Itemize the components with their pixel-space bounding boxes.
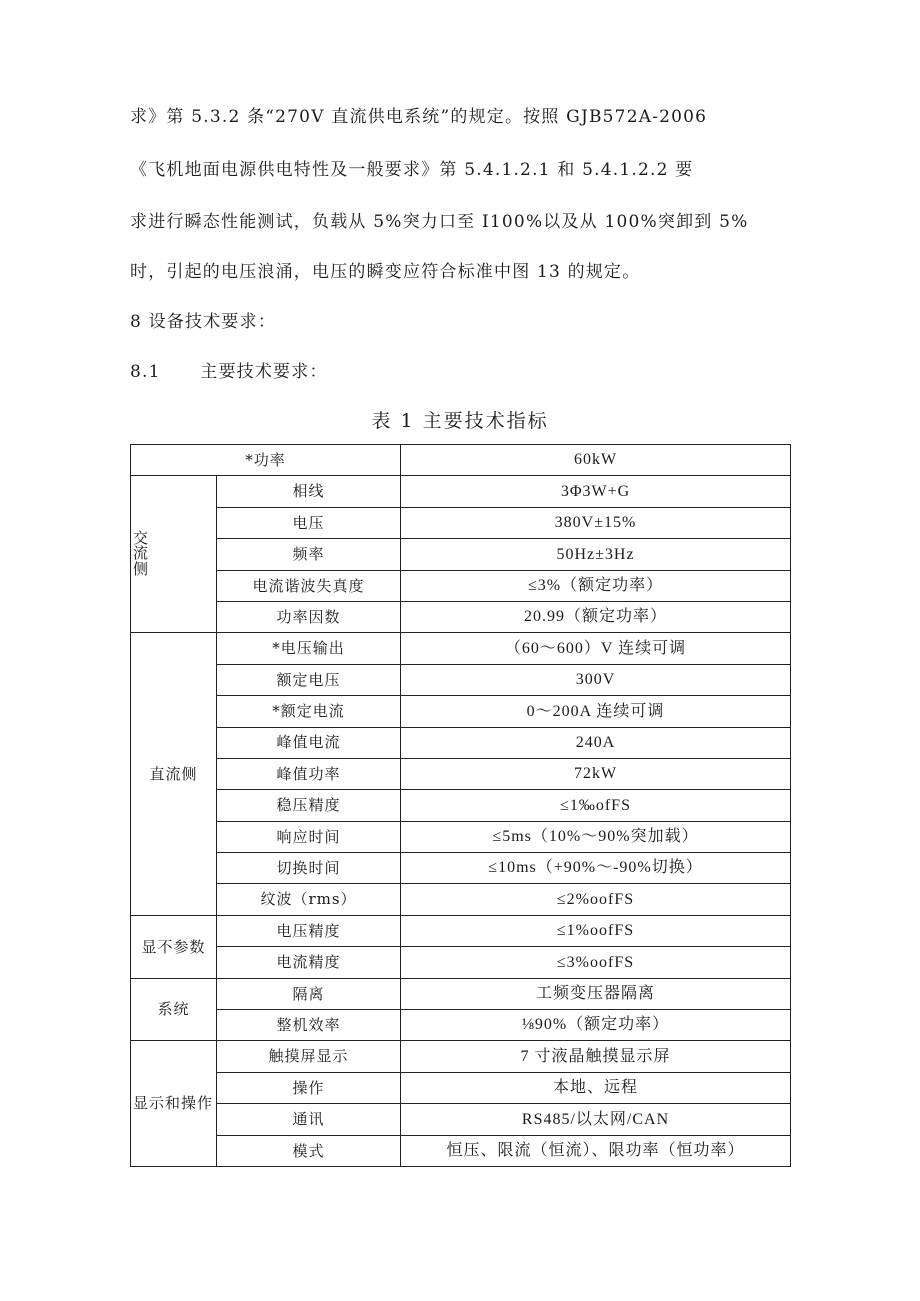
table-cell-param: 相线 — [217, 476, 401, 507]
table-row — [131, 884, 791, 915]
subsection-heading: 8.1 主要技术要求： — [130, 362, 328, 382]
table-cell-param: 电压精度 — [217, 915, 401, 946]
table-row — [131, 758, 791, 789]
table-cell-value: 300V — [401, 664, 791, 695]
table-row — [131, 853, 791, 884]
table-cell-param: 切换时间 — [217, 853, 401, 884]
table-cell-value: （60～600）V 连续可调 — [401, 633, 791, 664]
table-cell-param: 模式 — [217, 1135, 401, 1166]
table-cell-value: 恒压、限流（恒流）、限功率（恒功率） — [401, 1135, 791, 1166]
table-row — [131, 1104, 791, 1135]
table-cell-param: 峰值功率 — [217, 758, 401, 789]
table-row — [131, 696, 791, 727]
table-cell-value: 380V±15% — [401, 507, 791, 538]
table-cell-value: ≤10ms（+90%～-90%切换） — [401, 853, 791, 884]
paragraph-line: 求进行瞬态性能测试，负载从 5%突力口至 I100%以及从 100%突卸到 5% — [130, 212, 749, 232]
table-cell-param: 纹波（rms） — [217, 884, 401, 915]
table-cell-value: ≤3%oofFS — [401, 947, 791, 978]
section-label-system: 系统 — [131, 978, 217, 1041]
table-row — [131, 570, 791, 601]
table-cell-value: ≤2%oofFS — [401, 884, 791, 915]
section-label-ac: 交流侧 — [131, 476, 217, 633]
section-label-display-params: 显不参数 — [131, 915, 217, 978]
table-cell-value: 3Φ3W+G — [401, 476, 791, 507]
table-cell-value: ≤3%（额定功率） — [401, 570, 791, 601]
table-cell-param: 额定电压 — [217, 664, 401, 695]
table-cell-value: 240A — [401, 727, 791, 758]
table-cell-value: ≤1‰ofFS — [401, 790, 791, 821]
table-row — [131, 790, 791, 821]
table-cell-value: 本地、远程 — [401, 1072, 791, 1103]
table-cell-param: 操作 — [217, 1072, 401, 1103]
table-row — [131, 1041, 791, 1072]
table-cell-param: 触摸屏显示 — [217, 1041, 401, 1072]
table-row — [131, 664, 791, 695]
table-cell-param: 整机效率 — [217, 1010, 401, 1041]
table-cell-value: ≤5ms（10%～90%突加载） — [401, 821, 791, 852]
table-row — [131, 727, 791, 758]
section-heading: 8 设备技术要求： — [130, 312, 277, 332]
table-cell-label: *功率 — [131, 445, 401, 476]
paragraph-line: 时，引起的电压浪涌，电压的瞬变应符合标准中图 13 的规定。 — [130, 262, 641, 282]
table-cell-param: 通讯 — [217, 1104, 401, 1135]
table-row — [131, 915, 791, 946]
table-cell-value: 50Hz±3Hz — [401, 539, 791, 570]
table-cell-param: 隔离 — [217, 978, 401, 1009]
table-cell-value: 工频变压器隔离 — [401, 978, 791, 1009]
table-cell-value: 7 寸液晶触摸显示屏 — [401, 1041, 791, 1072]
table-cell-value: 0～200A 连续可调 — [401, 696, 791, 727]
table-cell-value: 60kW — [401, 445, 791, 476]
table-cell-value: ≤1%oofFS — [401, 915, 791, 946]
table-row — [131, 978, 791, 1009]
table-row — [131, 507, 791, 538]
table-row — [131, 1072, 791, 1103]
table-cell-param: 频率 — [217, 539, 401, 570]
table-cell-param: 电压 — [217, 507, 401, 538]
table-cell-param: *电压输出 — [217, 633, 401, 664]
table-caption: 表 1 主要技术指标 — [371, 410, 549, 432]
spec-table — [130, 444, 791, 1167]
paragraph-line: 求》第 5.3.2 条“270V 直流供电系统”的规定。按照 GJB572A-2006 — [130, 107, 708, 127]
table-cell-param: 峰值电流 — [217, 727, 401, 758]
table-row — [131, 539, 791, 570]
table-cell-param: 功率因数 — [217, 601, 401, 632]
paragraph-line: 《飞机地面电源供电特性及一般要求》第 5.4.1.2.1 和 5.4.1.2.2 要 — [130, 160, 694, 180]
table-cell-param: *额定电流 — [217, 696, 401, 727]
table-cell-value: ⅛90%（额定功率） — [401, 1010, 791, 1041]
section-label-display-operation: 显示和操作 — [131, 1041, 217, 1167]
table-cell-value: 20.99（额定功率） — [401, 601, 791, 632]
table-cell-param: 响应时间 — [217, 821, 401, 852]
table-cell-value: 72kW — [401, 758, 791, 789]
table-cell-param: 电流精度 — [217, 947, 401, 978]
table-cell-param: 稳压精度 — [217, 790, 401, 821]
table-row — [131, 1135, 791, 1166]
table-row — [131, 445, 791, 476]
table-row — [131, 601, 791, 632]
table-cell-param: 电流谐波失真度 — [217, 570, 401, 601]
table-cell-value: RS485/以太网/CAN — [401, 1104, 791, 1135]
table-row — [131, 476, 791, 507]
table-row — [131, 633, 791, 664]
table-row — [131, 821, 791, 852]
section-label-dc: 直流侧 — [131, 633, 217, 916]
table-row — [131, 1010, 791, 1041]
table-row — [131, 947, 791, 978]
